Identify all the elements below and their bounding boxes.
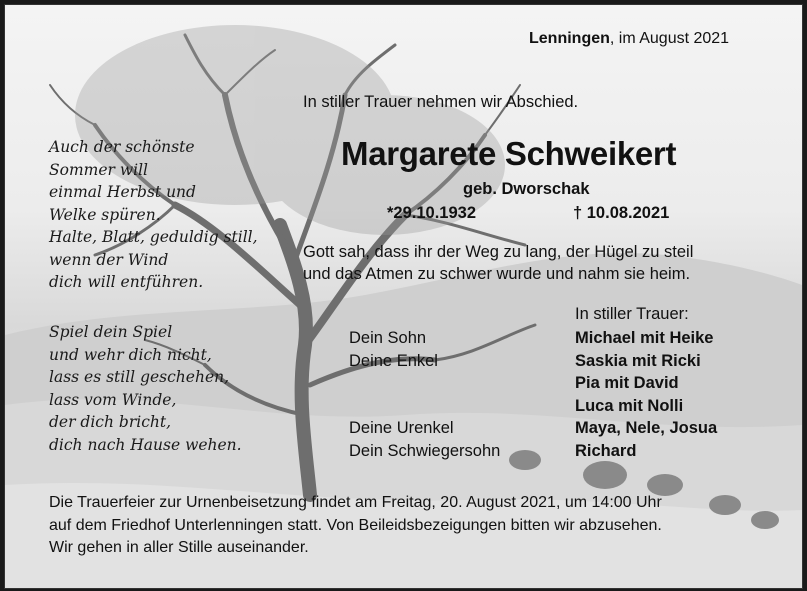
poem-line: lass es still geschehen,: [49, 368, 230, 386]
poem-line: Auch der schönste: [49, 138, 195, 156]
poem-line: dich will entführen.: [49, 273, 204, 291]
notice-line: Wir gehen in aller Stille auseinander.: [49, 539, 309, 556]
poem-line: Halte, Blatt, geduldig still,: [49, 228, 258, 246]
mourner-name: Michael mit Heike: [575, 329, 714, 347]
intro-line: In stiller Trauer nehmen wir Abschied.: [303, 93, 579, 111]
place: Lenningen: [529, 30, 610, 47]
notice-line: Die Trauerfeier zur Urnenbeisetzung findet am Freitag, 20. August 2021, um 14:00 Uhr: [49, 494, 662, 511]
relation: [349, 395, 500, 418]
place-date: [529, 30, 729, 48]
maiden-name: geb. Dworschak: [463, 180, 590, 198]
birth-date: *29.10.1932: [387, 204, 477, 222]
quote: [303, 241, 693, 285]
mourner-name: Maya, Nele, Josua: [575, 419, 718, 437]
poem-stanza-2: [49, 321, 242, 456]
mourners-relations: [349, 327, 500, 462]
relation: [349, 372, 500, 395]
notice-line: auf dem Friedhof Unterlenningen statt. Von Beileidsbezeigungen bitten wir abzusehen.: [49, 516, 662, 534]
death-date: † 10.08.2021: [573, 204, 670, 222]
obituary-card: [4, 4, 803, 589]
poem-line: lass vom Winde,: [49, 390, 177, 409]
relation: Deine Enkel: [349, 351, 438, 370]
poem-line: dich nach Hause wehen.: [49, 435, 242, 454]
funeral-notice: [49, 492, 662, 560]
relation: Dein Schwiegersohn: [349, 441, 501, 460]
mourner-name: Saskia mit Ricki: [575, 351, 701, 370]
poem-line: der dich bricht,: [49, 413, 172, 431]
poem-line: Spiel dein Spiel: [49, 323, 173, 341]
quote-line: und das Atmen zu schwer wurde und nahm sie heim.: [303, 265, 691, 283]
deceased-name: Margarete Schweikert: [341, 135, 677, 172]
poem-line: und wehr dich nicht,: [49, 345, 212, 364]
poem-line: Welke spüren.: [49, 205, 161, 224]
mourner-name: Luca mit Nolli: [575, 396, 684, 415]
mourner-name: Richard: [575, 441, 637, 460]
poem-line: einmal Herbst und: [49, 183, 196, 201]
date: , im August 2021: [609, 30, 730, 47]
poem-line: Sommer will: [49, 160, 148, 179]
poem-stanza-1: [49, 136, 258, 294]
mourners-names: [575, 327, 717, 462]
mourner-name: Pia mit David: [575, 374, 679, 392]
relation: Dein Sohn: [349, 329, 427, 347]
quote-line: Gott sah, dass ihr der Weg zu lang, der Hügel zu steil: [303, 243, 694, 261]
poem-line: wenn der Wind: [49, 250, 169, 269]
relation: Deine Urenkel: [349, 419, 454, 437]
mourners-heading: In stiller Trauer:: [575, 305, 689, 323]
